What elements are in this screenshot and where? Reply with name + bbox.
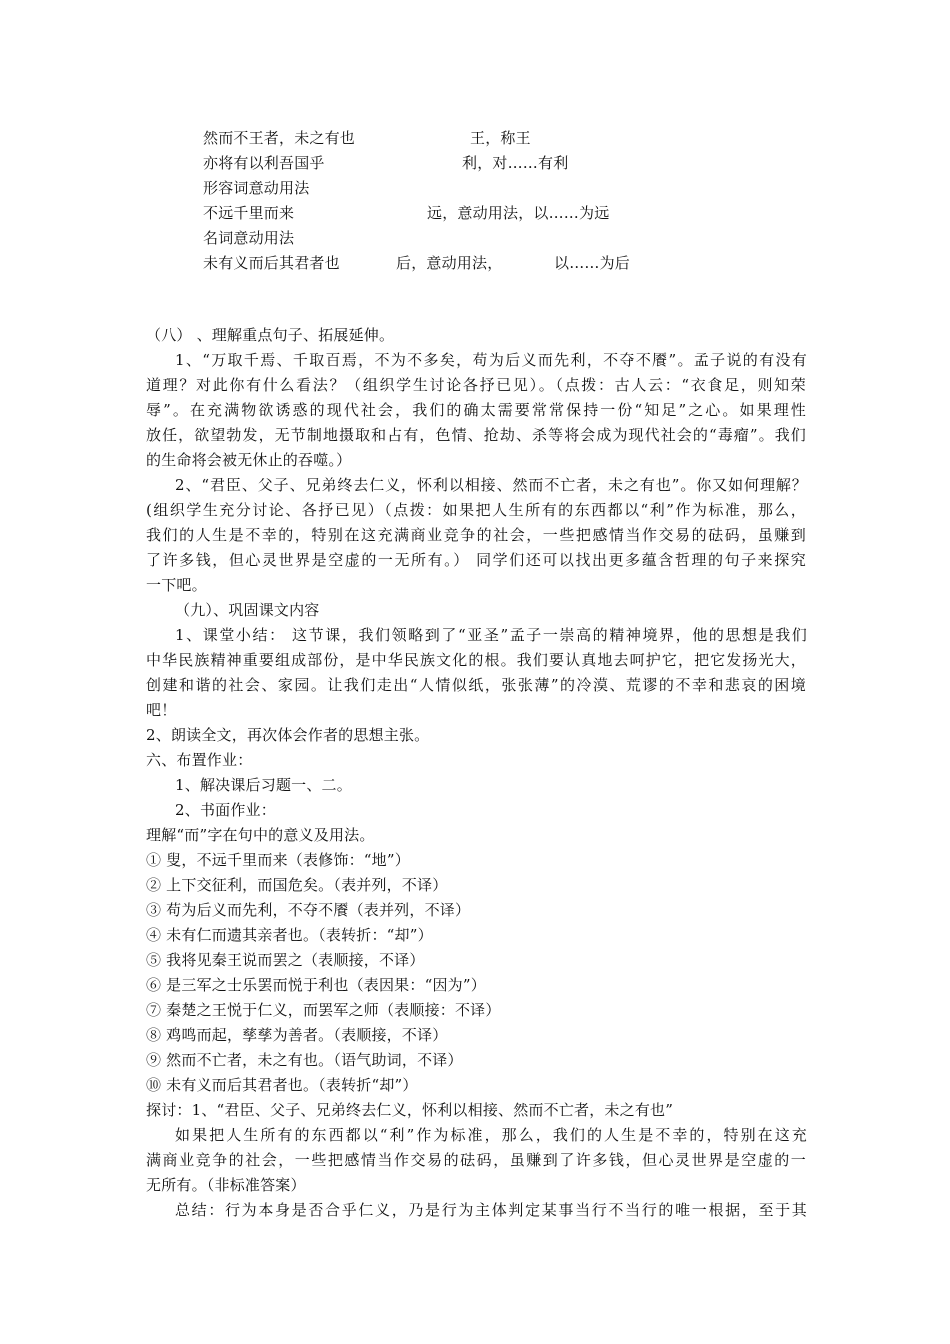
- list-item: ⑧ 鸡鸣而起，孳孳为善者。（表顺接，不译）: [146, 1026, 448, 1044]
- paragraph-line: 2、“君臣、父子、兄弟终去仁义，怀利以相接、然而不亡者，未之有也”。你又如何理解？: [175, 476, 807, 494]
- paragraph-line: 放任，欲望勃发，无节制地摄取和占有，色情、抢劫、杀等将会成为现代社会的“毒瘤”。我们: [146, 426, 806, 444]
- vocab-meaning: 利，对……有利: [462, 154, 569, 172]
- section-heading: （九）、巩固课文内容: [175, 601, 320, 619]
- paragraph-line: (组织学生充分讨论、各抒已见）（点拨：如果把人生所有的东西都以“利”作为标准，那么，: [146, 501, 806, 519]
- homework-item: 1、解决课后习题一、二。: [175, 776, 352, 794]
- paragraph-line: 一下吧。: [146, 576, 207, 594]
- summary-line: 总结：行为本身是否合乎仁义，乃是行为主体判定某事当行不当行的唯一根据，至于其: [175, 1201, 807, 1219]
- list-item: ③ 苟为后义而先利，不夺不餍（表并列，不译）: [146, 901, 471, 919]
- paragraph-line: 满商业竞争的社会，一些把感情当作交易的砝码，虽赚到了许多钱，但心灵世界是空虚的一: [146, 1151, 806, 1169]
- paragraph-line: 了许多钱，但心灵世界是空虚的一无所有。） 同学们还可以找出更多蕴含哲理的句子来探究: [146, 551, 806, 569]
- list-item: ⑤ 我将见秦王说而罢之（表顺接，不译）: [146, 951, 425, 969]
- paragraph-line: 我们的人生是不幸的，特别在这充满商业竞争的社会，一些把感情当作交易的砝码，虽赚到: [146, 526, 806, 544]
- vocab-phrase: 不远千里而来: [203, 204, 295, 222]
- paragraph-line: 如果把人生所有的东西都以“利”作为标准，那么，我们的人生是不幸的，特别在这充: [175, 1126, 807, 1144]
- vocab-phrase: 然而不王者，未之有也: [203, 129, 356, 147]
- list-item: ⑥ 是三军之士乐罢而悦于利也（表因果：“因为”）: [146, 976, 486, 994]
- paragraph-line: 无所有。（非标准答案）: [146, 1176, 306, 1194]
- section-heading: 六、布置作业：: [146, 751, 253, 769]
- list-item: ④ 未有仁而遗其亲者也。（表转折：“却”）: [146, 926, 433, 944]
- homework-item: 2、书面作业：: [175, 801, 276, 819]
- paragraph-line: 1、“万取千焉、千取百焉，不为不多矣，苟为后义而先利，不夺不餍”。孟子说的有没有: [175, 351, 807, 369]
- vocab-phrase: 未有义而后其君者也: [203, 254, 340, 272]
- vocab-heading: 名词意动用法: [203, 229, 295, 247]
- list-item: ⑩ 未有义而后其君者也。（表转折“却”）: [146, 1076, 418, 1094]
- vocab-heading: 形容词意动用法: [203, 179, 310, 197]
- homework-intro: 理解“而”字在句中的意义及用法。: [146, 826, 375, 844]
- paragraph-line: 中华民族精神重要组成部份，是中华民族文化的根。我们要认真地去呵护它，把它发扬光大，: [146, 651, 806, 669]
- paragraph-line: 的生命将会被无休止的吞噬。）: [146, 451, 352, 469]
- list-item: ① 叟，不远千里而来（表修饰：“地”）: [146, 851, 410, 869]
- paragraph-line: 创建和谐的社会、家园。让我们走出“人情似纸，张张薄”的冷漠、荒谬的不幸和悲哀的困境: [146, 676, 806, 694]
- vocab-phrase: 亦将有以利吾国乎: [203, 154, 325, 172]
- vocab-meaning: 远，意动用法，以……为远: [427, 204, 610, 222]
- section-heading: （八） 、理解重点句子、拓展延伸。: [146, 326, 395, 344]
- paragraph-line: 吧！: [146, 701, 177, 719]
- paragraph-line: 2、朗读全文，再次体会作者的思想主张。: [146, 726, 430, 744]
- paragraph-line: 1、课堂小结： 这节课，我们领略到了“亚圣”孟子一崇高的精神境界，他的思想是我们: [175, 626, 807, 644]
- list-item: ② 上下交征利，而国危矣。（表并列，不译）: [146, 876, 448, 894]
- vocab-meaning-cont: 以……为后: [554, 254, 631, 272]
- paragraph-line: 道理？对此你有什么看法？（组织学生讨论各抒已见）。（点拨：古人云：“衣食足，则知荣: [146, 376, 806, 394]
- vocab-meaning: 后，意动用法，: [396, 254, 503, 272]
- discussion-heading: 探讨：1、“君臣、父子、兄弟终去仁义，怀利以相接、然而不亡者，未之有也”: [146, 1101, 674, 1119]
- list-item: ⑨ 然而不亡者，未之有也。（语气助词，不译）: [146, 1051, 463, 1069]
- paragraph-line: 辱”。在充满物欲诱惑的现代社会，我们的确太需要常常保持一份“知足”之心。如果理性: [146, 401, 806, 419]
- list-item: ⑦ 秦楚之王悦于仁义，而罢军之师（表顺接：不译）: [146, 1001, 501, 1019]
- vocab-meaning: 王，称王: [470, 129, 531, 147]
